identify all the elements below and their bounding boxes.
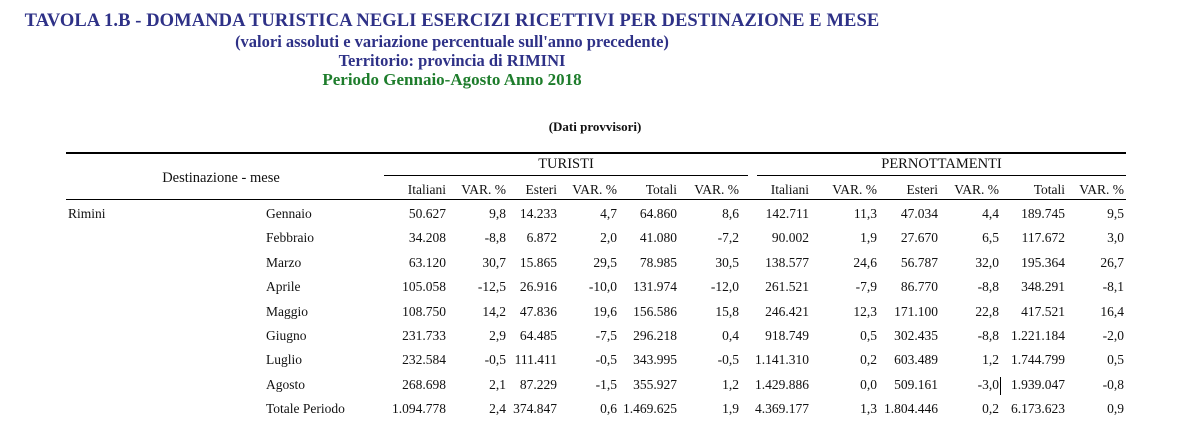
table-cell: 6.173.623 (1011, 401, 1065, 417)
table-cell: 374.847 (513, 401, 557, 417)
table-cell: 47.836 (519, 303, 557, 319)
column-header: VAR. % (954, 182, 999, 197)
table-cell: 509.161 (894, 376, 938, 392)
table-cell: 142.711 (765, 206, 809, 221)
column-header: VAR. % (832, 182, 877, 197)
column-header: Totali (1033, 182, 1065, 197)
table-cell: 117.672 (1021, 230, 1065, 246)
table-title: TAVOLA 1.B - DOMANDA TURISTICA NEGLI ESERCIZI RICETTIVI PER DESTINAZIONE E MESE (24, 11, 880, 31)
provisional-note: (Dati provvisori) (548, 119, 642, 134)
row-header: Destinazione - mese (162, 170, 280, 186)
month-label: Marzo (266, 254, 302, 270)
table-cell: 302.435 (894, 328, 938, 343)
table-cell: 34.208 (408, 230, 446, 246)
table-cell: 14,2 (482, 303, 506, 319)
table-cell: -7,5 (595, 328, 617, 343)
table-cell: 3,0 (1107, 230, 1124, 246)
group-header-pernottamenti: PERNOTTAMENTI (881, 156, 1002, 172)
table-cell: 0,5 (860, 328, 877, 343)
table-cell: 27.670 (900, 230, 938, 246)
table-cell: 32,0 (975, 254, 999, 270)
table-cell: -12,0 (710, 279, 739, 295)
table-cell: 1.141.310 (755, 352, 809, 368)
table-cell: 1,9 (722, 401, 739, 417)
table-cell: 4.369.177 (755, 401, 809, 417)
column-header: Totali (645, 182, 677, 197)
month-label: Febbraio (266, 230, 314, 246)
table-cell: -0,5 (484, 352, 506, 368)
table-cell: 108.750 (402, 303, 446, 319)
table-subtitle: (valori assoluti e variazione percentuale sull'anno precedente) (235, 32, 669, 51)
column-header: VAR. % (694, 182, 739, 197)
table-cell: 30,5 (715, 254, 739, 270)
table-cell: 2,4 (489, 401, 506, 417)
table-cell: 1.744.799 (1011, 352, 1065, 368)
table-cell: 246.421 (765, 303, 809, 319)
table-cell: 918.749 (765, 328, 809, 343)
table-cell: -0,5 (595, 352, 617, 368)
table-cell: 63.120 (408, 254, 446, 270)
table-cell: 6,5 (982, 230, 999, 246)
table-cell: 189.745 (1021, 206, 1065, 221)
table-cell: 8,6 (722, 206, 739, 221)
column-header: Italiani (770, 182, 809, 197)
table-cell: -8,8 (977, 328, 999, 343)
table-cell: 343.995 (633, 352, 677, 368)
table-cell: 26.916 (519, 279, 557, 295)
table-cell: 1.469.625 (623, 401, 677, 417)
table-cell: 12,3 (853, 303, 877, 319)
table-cell: 1,2 (982, 352, 999, 368)
column-header: VAR. % (1079, 182, 1124, 197)
table-cell: -8,8 (977, 279, 999, 295)
pernottamenti-group-rule (757, 175, 1126, 176)
table-cell: -0,5 (717, 352, 739, 368)
table-cell: -3,0 (977, 376, 999, 392)
table-cell: -1,5 (595, 376, 617, 392)
table-cell: 231.733 (402, 328, 446, 343)
table-cell: 87.229 (519, 376, 557, 392)
group-header-turisti: TURISTI (538, 156, 594, 172)
table-cell: 15,8 (715, 303, 739, 319)
table-cell: -8,1 (1102, 279, 1124, 295)
table-cell: -10,0 (588, 279, 617, 295)
table-cell: 0,5 (1107, 352, 1124, 368)
month-label: Aprile (266, 279, 301, 295)
table-cell: 0,2 (860, 352, 877, 368)
table-cell: 6.872 (526, 230, 557, 246)
table-cell: 11,3 (853, 206, 877, 221)
table-cell: 1,9 (860, 230, 877, 246)
month-label: Agosto (266, 376, 306, 392)
table-cell: -2,0 (1102, 328, 1124, 343)
table-cell: 56.787 (900, 254, 938, 270)
table-cell: 26,7 (1100, 254, 1124, 270)
table-cell: 86.770 (900, 279, 938, 295)
table-cell: -7,9 (855, 279, 877, 295)
column-header: VAR. % (461, 182, 506, 197)
column-header: Italiani (407, 182, 446, 197)
month-label: Totale Periodo (266, 401, 345, 417)
table-cell: 2,9 (489, 328, 506, 343)
table-cell: 1.939.047 (1011, 376, 1065, 392)
month-label: Luglio (266, 352, 302, 368)
table-cell: 138.577 (765, 254, 809, 270)
table-cell: 1.429.886 (755, 376, 809, 392)
table-cell: 232.584 (402, 352, 446, 368)
table-cell: 9,5 (1107, 206, 1124, 221)
table-cell: -7,2 (717, 230, 739, 246)
table-cell: 603.489 (894, 352, 938, 368)
table-cell: 1.221.184 (1011, 328, 1065, 343)
table-cell: 14.233 (519, 206, 557, 221)
table-cell: 131.974 (633, 279, 677, 295)
turisti-group-rule (384, 175, 748, 176)
table-cell: 1,2 (722, 376, 739, 392)
table-cell: 0,2 (982, 401, 999, 417)
table-cell: 50.627 (408, 206, 446, 221)
table-cell: 64.485 (519, 328, 557, 343)
table-cell: 9,8 (489, 206, 506, 221)
month-label: Giugno (266, 328, 307, 343)
table-cell: 2,0 (600, 230, 617, 246)
table-cell: 64.860 (639, 206, 677, 221)
title-block (0, 10, 904, 90)
territory-label: Territorio: provincia di RIMINI (338, 51, 566, 70)
table-cell: 195.364 (1021, 254, 1065, 270)
table-cell: 30,7 (482, 254, 506, 270)
table-cell: 1.804.446 (884, 401, 938, 417)
table-top-rule (66, 152, 1126, 154)
column-header: Esteri (906, 182, 938, 197)
table-cell: -12,5 (477, 279, 506, 295)
table-cell: 22,8 (975, 303, 999, 319)
table-cell: 90.002 (771, 230, 809, 246)
table-cell: 15.865 (519, 254, 557, 270)
table-cell: 268.698 (402, 376, 446, 392)
table-cell: 417.521 (1021, 303, 1065, 319)
table-cell: 0,4 (722, 328, 739, 343)
table-cell: 0,0 (860, 376, 877, 392)
table-cell: 355.927 (633, 376, 677, 392)
table-cell: 1,3 (860, 401, 877, 417)
table-cell: 0,6 (600, 401, 617, 417)
month-label: Maggio (266, 303, 308, 319)
table-cell: 19,6 (593, 303, 617, 319)
period-label: Periodo Gennaio-Agosto Anno 2018 (322, 70, 582, 89)
table-cell: 41.080 (639, 230, 677, 246)
table-cell: -0,8 (1102, 376, 1124, 392)
table-cell: 2,1 (489, 376, 506, 392)
table-cell: 4,7 (600, 206, 617, 221)
month-label: Gennaio (266, 206, 312, 221)
destination-label: Rimini (68, 206, 106, 221)
column-header: VAR. % (572, 182, 617, 197)
table-cell: 348.291 (1021, 279, 1065, 295)
table-cell: 261.521 (765, 279, 809, 295)
table-cell: 4,4 (982, 206, 999, 221)
table-cell: 16,4 (1100, 303, 1124, 319)
column-header: Esteri (525, 182, 557, 197)
table-cell: 24,6 (853, 254, 877, 270)
header-bottom-rule (66, 199, 1126, 200)
table-cell: 156.586 (633, 303, 677, 319)
table-cell: 0,9 (1107, 401, 1124, 417)
table-cell: 29,5 (593, 254, 617, 270)
table-cell: 171.100 (894, 303, 938, 319)
table-cell: 111.411 (514, 352, 557, 368)
table-cell: 1.094.778 (392, 401, 446, 417)
table-cell: -8,8 (484, 230, 506, 246)
table-cell: 47.034 (900, 206, 938, 221)
table-cell: 78.985 (639, 254, 677, 270)
table-cell: 105.058 (402, 279, 446, 295)
table-cell: 296.218 (633, 328, 677, 343)
